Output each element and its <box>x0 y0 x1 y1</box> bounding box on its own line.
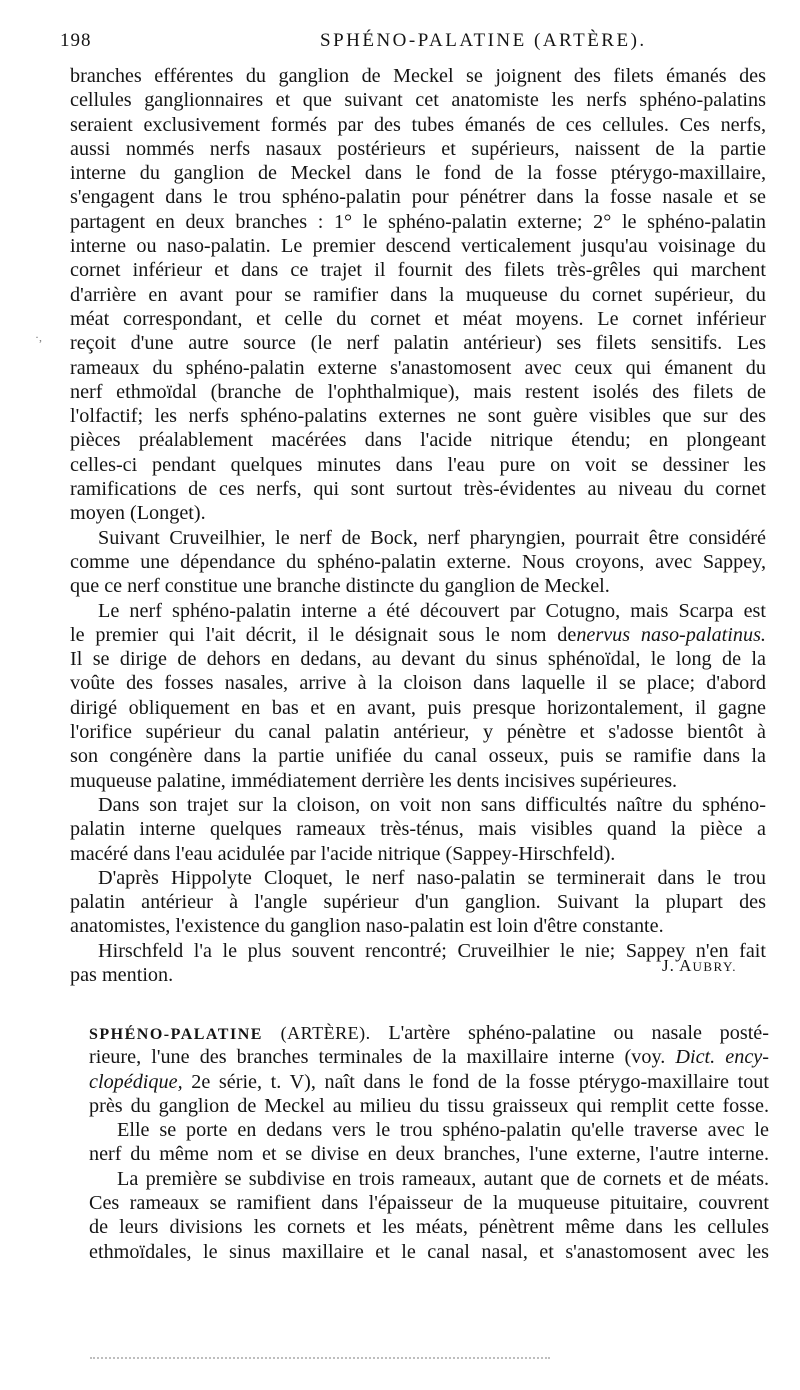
text-span: le premier qui l'ait décrit, il le désignait sous le nom de <box>70 623 577 646</box>
text-line: voûte des fosses nasales, arrive à la cloison dans laquelle il se place; d'abord <box>70 672 766 695</box>
text-line: interne ou naso-palatin. Le premier descend verticalement jusqu'au voisinage du <box>70 235 766 258</box>
text-line <box>89 1070 769 1094</box>
text-line: Elle se porte en dedans vers le trou sphéno-palatin qu'elle traverse avec le <box>117 1119 769 1142</box>
text-line: palatin antérieur à l'angle supérieur d'un ganglion. Suivant la plupart des <box>70 891 766 914</box>
page-header <box>60 30 772 58</box>
text-line <box>70 623 766 647</box>
text-line <box>89 1021 769 1045</box>
text-line: dirigé obliquement en bas et en avant, puis presque horizontalement, il gagne <box>70 696 766 719</box>
text-line: d'arrière en avant pour se ramifier dans la muqueuse du cornet supérieur, du <box>70 283 766 306</box>
text-line: ramifications de ces nerfs, qui sont surtout très-évidentes au niveau du cornet <box>70 478 766 501</box>
text-line: moyen (Longet). <box>70 502 206 525</box>
text-span: L'artère sphéno-palatine ou nasale posté- <box>388 1022 769 1044</box>
article-spheno-palatine-artery <box>89 1021 769 1264</box>
text-line: Il se dirige de dehors en dedans, au devant du sinus sphénoïdal, le long de la <box>70 648 766 671</box>
text-line: nerf ethmoïdal (branche de l'ophthalmique), mais restent isolés des filets de <box>70 380 766 403</box>
text-line: macéré dans l'eau acidulée par l'acide nitrique (Sappey-Hirschfeld). <box>70 842 616 865</box>
text-line <box>89 1045 769 1069</box>
text-line: s'engagent dans le trou sphéno-palatin pour pénétrer dans la fosse nasale et se <box>70 186 766 209</box>
text-line: pièces préalablement macérées dans l'acide nitrique étendu; en plongeant <box>70 429 766 452</box>
author-signature <box>662 956 737 976</box>
text-line: seraient exclusivement formés par des tubes émanés de ces cellules. Ces nerfs, <box>70 113 766 136</box>
text-line: palatin interne quelques rameaux très-ténus, mais visibles quand la pièce a <box>70 818 766 841</box>
text-line: près du ganglion de Meckel au milieu du tissu graisseux qui remplit cette fosse. <box>89 1094 769 1117</box>
text-line: aussi nommés nerfs nasaux postérieurs et supérieurs, naissent de la partie <box>70 137 766 160</box>
text-line: ethmoïdales, le sinus maxillaire et le canal nasal, et s'anastomosent avec les <box>89 1240 769 1263</box>
text-line: celles-ci pendant quelques minutes dans l'eau pure on voit se dessiner les <box>70 453 766 476</box>
italic-term: nervus naso-palatinus. <box>576 623 766 646</box>
text-line: interne du ganglion de Meckel dans le fond de la fosse ptérygo-maxillaire, <box>70 162 766 185</box>
text-line: partagent en deux branches : 1° le sphéno-palatin externe; 2° le sphéno-palatin <box>70 210 766 233</box>
bleed-through-line <box>90 1357 550 1362</box>
running-head: SPHÉNO-PALATINE (ARTÈRE). <box>320 30 647 51</box>
text-span: rieure, l'une des branches terminales de la maxillaire interne (voy. <box>89 1046 666 1069</box>
article-spheno-palatin-nerve <box>70 64 766 987</box>
text-line: La première se subdivise en trois rameaux, autant que de cornets et de méats. <box>117 1167 769 1190</box>
text-line: de leurs divisions les cornets et les méats, pénètrent même dans les cellules <box>89 1216 769 1239</box>
text-line: pas mention. <box>70 963 174 986</box>
text-line: cellules ganglionnaires et que suivant cet anatomiste les nerfs sphéno-palatins <box>70 89 766 112</box>
text-line: Le nerf sphéno-palatin interne a été découvert par Cotugno, mais Scarpa est <box>98 599 766 622</box>
italic-term: Dict. ency- <box>675 1046 769 1069</box>
page-number: 198 <box>60 30 92 51</box>
text-line: que ce nerf constitue une branche distincte du ganglion de Meckel. <box>70 575 610 598</box>
text-line: rameaux du sphéno-palatin externe s'anastomosent avec ceux qui émanent du <box>70 356 766 379</box>
text-line: muqueuse palatine, immédiatement derrière les dents incisives supérieures. <box>70 769 678 792</box>
text-line: nerf du même nom et se divise en deux branches, l'une externe, l'autre interne. <box>89 1143 769 1166</box>
text-line: Dans son trajet sur la cloison, on voit non sans difficultés naître du sphéno- <box>98 793 766 816</box>
text-line: Suivant Cruveilhier, le nerf de Bock, nerf pharyngien, pourrait être considéré <box>98 526 766 549</box>
text-line: branches efférentes du ganglion de Meckel se joignent des filets émanés des <box>70 65 766 87</box>
italic-term: clopédique, <box>89 1070 183 1093</box>
text-line: D'après Hippolyte Cloquet, le nerf naso-palatin se terminerait dans le trou <box>98 866 766 889</box>
text-span: 2e série, t. V), naît dans le fond de la fosse ptérygo-maxillaire tout <box>191 1070 770 1093</box>
signature-rest: UBRY. <box>692 959 737 974</box>
section-title: SPHÉNO-PALATINE <box>89 1026 263 1043</box>
text-line: reçoit d'une autre source (le nerf palatin antérieur) ses filets sensitifs. Les <box>70 332 766 355</box>
text-line: méat correspondant, et celle du cornet et méat moyens. Le cornet inférieur <box>70 307 766 330</box>
text-line: anatomistes, l'existence du ganglion naso-palatin est loin d'être constante. <box>70 915 664 938</box>
text-line: l'olfactif; les nerfs sphéno-palatins externes ne sont guère visibles que sur des <box>70 405 766 428</box>
margin-mark: ·, <box>35 330 42 344</box>
text-line: Hirschfeld l'a le plus souvent rencontré; Cruveilhier le nie; Sappey n'en fait <box>98 939 766 962</box>
signature-initial: J. A <box>662 956 693 975</box>
text-line: l'orifice supérieur du canal palatin antérieur, y pénètre et s'adosse bientôt à <box>70 721 766 744</box>
text-line: cornet inférieur et dans ce trajet il fournit des filets très-grêles qui marchent <box>70 259 766 282</box>
text-line: son congénère dans la partie unifiée du canal osseux, puis se ramifie dans la <box>70 745 766 768</box>
section-subtitle: (ARTÈRE). <box>280 1023 371 1043</box>
text-line: comme une dépendance du sphéno-palatin externe. Nous croyons, avec Sappey, <box>70 550 766 573</box>
text-line: Ces rameaux se ramifient dans l'épaisseur de la muqueuse pituitaire, couvrent <box>89 1192 769 1215</box>
